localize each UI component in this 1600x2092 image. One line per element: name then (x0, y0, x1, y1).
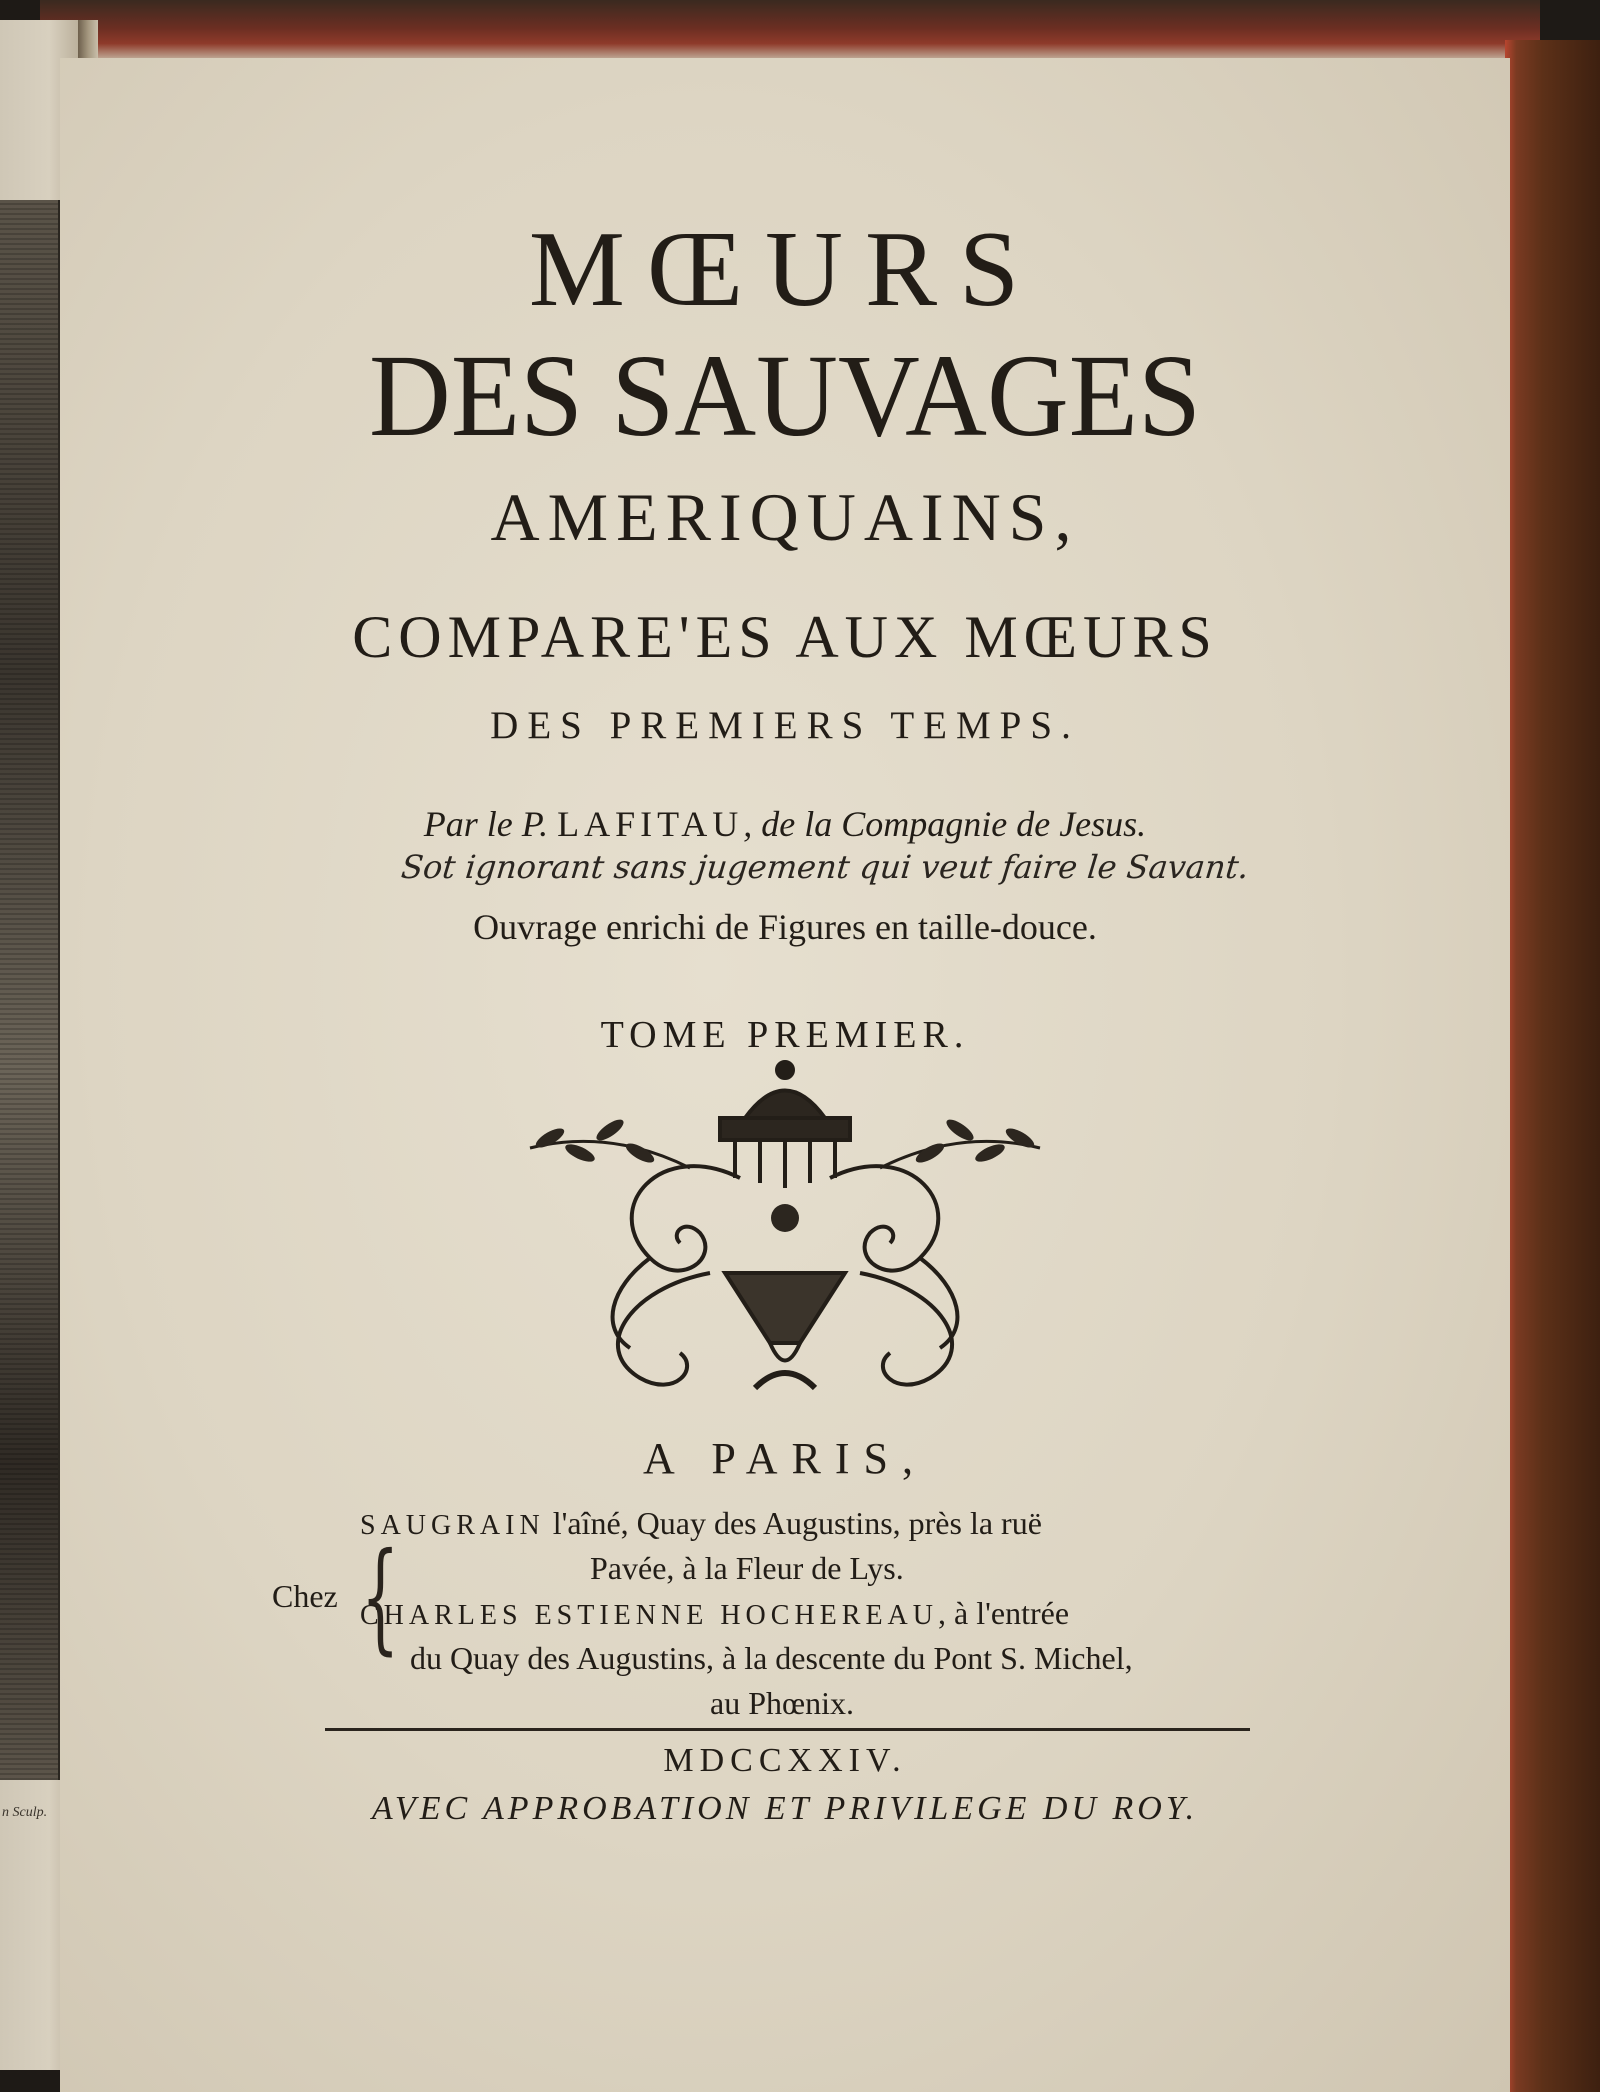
title-line-5: DES PREMIERS TEMPS. (490, 704, 1080, 747)
printer1-address-a: l'aîné, Quay des Augustins, près la ruë (544, 1505, 1042, 1541)
handwritten-annotation: Sot ignorant sans jugement qui veut faire le Savant. (399, 848, 1251, 886)
title-line-2: DES SAUVAGES (369, 330, 1201, 461)
printer2-name: CHARLES ESTIENNE HOCHEREAU (360, 1600, 938, 1631)
printer1-name: SAUGRAIN (360, 1510, 545, 1541)
printers-ornament (510, 1058, 1060, 1418)
imprint-city: A PARIS, (642, 1434, 928, 1483)
privilege-line: AVEC APPROBATION ET PRIVILEGE DU ROY. (371, 1790, 1199, 1827)
book-top-edge (40, 0, 1540, 62)
volume-line: TOME PREMIER. (600, 1014, 970, 1056)
printer2-line-1 (360, 1595, 1069, 1632)
printer2-line-3: au Phœnix. (710, 1685, 854, 1721)
author-line (60, 803, 1510, 845)
book-binding-edge (1505, 40, 1600, 2092)
printer2-address-a: , à l'entrée (938, 1595, 1070, 1631)
title-line-3: AMERIQUAINS, (490, 479, 1080, 555)
title-page (60, 58, 1510, 2092)
engraver-caption: n Sculp. (2, 1805, 48, 1820)
printer1-line-2: Pavée, à la Fleur de Lys. (590, 1550, 904, 1586)
frontispiece-engraving (0, 200, 61, 1780)
chez-label: Chez (272, 1578, 338, 1614)
figures-line: Ouvrage enrichi de Figures en taille-douce. (473, 907, 1097, 947)
imprint-rule (325, 1728, 1250, 1731)
printer1-line-1 (360, 1505, 1042, 1542)
title-line-4: COMPARE'ES AUX MŒURS (352, 604, 1218, 670)
author-prefix: Par le P. (423, 804, 558, 844)
author-name: LAFITAU (557, 804, 744, 844)
printer2-line-2: du Quay des Augustins, à la descente du Pont S. Michel, (410, 1640, 1133, 1676)
brace-glyph: { (361, 1528, 400, 1667)
imprint-year: MDCCXXIV. (663, 1742, 907, 1779)
title-line-1: MŒURS (528, 210, 1042, 329)
author-suffix: , de la Compagnie de Jesus. (743, 804, 1147, 844)
